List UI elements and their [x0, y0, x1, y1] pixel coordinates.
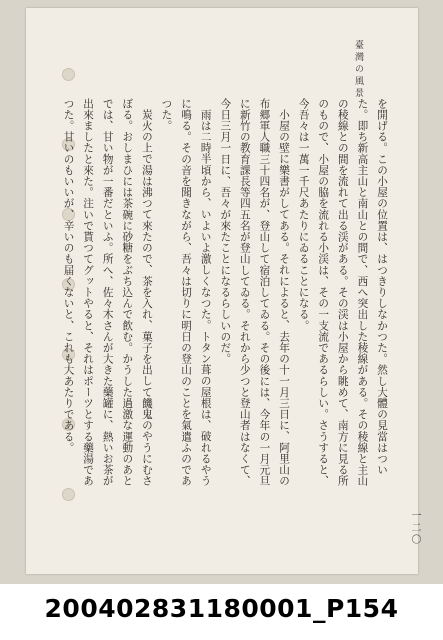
paragraph: 小屋の壁に樂書がしてある。それによると、去年の十一月三日に、阿里山の布郷軍人職三十四名が、登山して宿泊してゐる。その後には、今年の一月元旦に新竹の教育課長等四五名が登山してゐる。それから少つと登山者はなくて、今日三月一日に、吾々が來たことになるらしいのだ。: [219, 98, 291, 487]
binding-hole: [62, 68, 75, 81]
body-text: [58, 98, 391, 493]
paragraph: を開げる。この小屋の位置は、はつきりしなかつた。然し大體の見當はついた。即ち新高主山と南山との間で、西へ突出した稜線がある。その稜線と主山の稜線との間を流れて出る渓がある。その渓は小屋から眺めて、南方に見る所のもので、小屋の脇を流れる小渓は、その一支流であるらしい。さうすると、今吾々は一萬一千尺あたりにゐることになる。: [297, 98, 388, 487]
page-number: 一二〇: [409, 510, 420, 546]
paragraph: 雨は二時半頃から、いよいよ激しくなつた。トタン葺の屋根は、破れるやうに鳴る。その音を聞きながら、吾々は切りに明日の登山のことを氣遣ふのであつた。: [160, 98, 212, 487]
image-caption: 200402831180001_P154: [44, 594, 399, 623]
paragraph: 炭火の上で湯は沸つて來たので、茶を入れ、菓子を出して饑鬼のやうにむさぼる。おしまひには茶碗に砂糖をぶち込んで飲む。かうした過激な運動のあとでは、甘い物が一番だといふ。所へ、佐々木さんが大きた藥罐に、熱いお茶が出來ましたと來た。注いで貰つてグットやると、それはポーツとする藥湯であつた。甘いのもいいが、辛いのも届くないと、これも大あたりである。: [62, 98, 153, 487]
running-title: 臺灣の風景: [353, 40, 363, 100]
